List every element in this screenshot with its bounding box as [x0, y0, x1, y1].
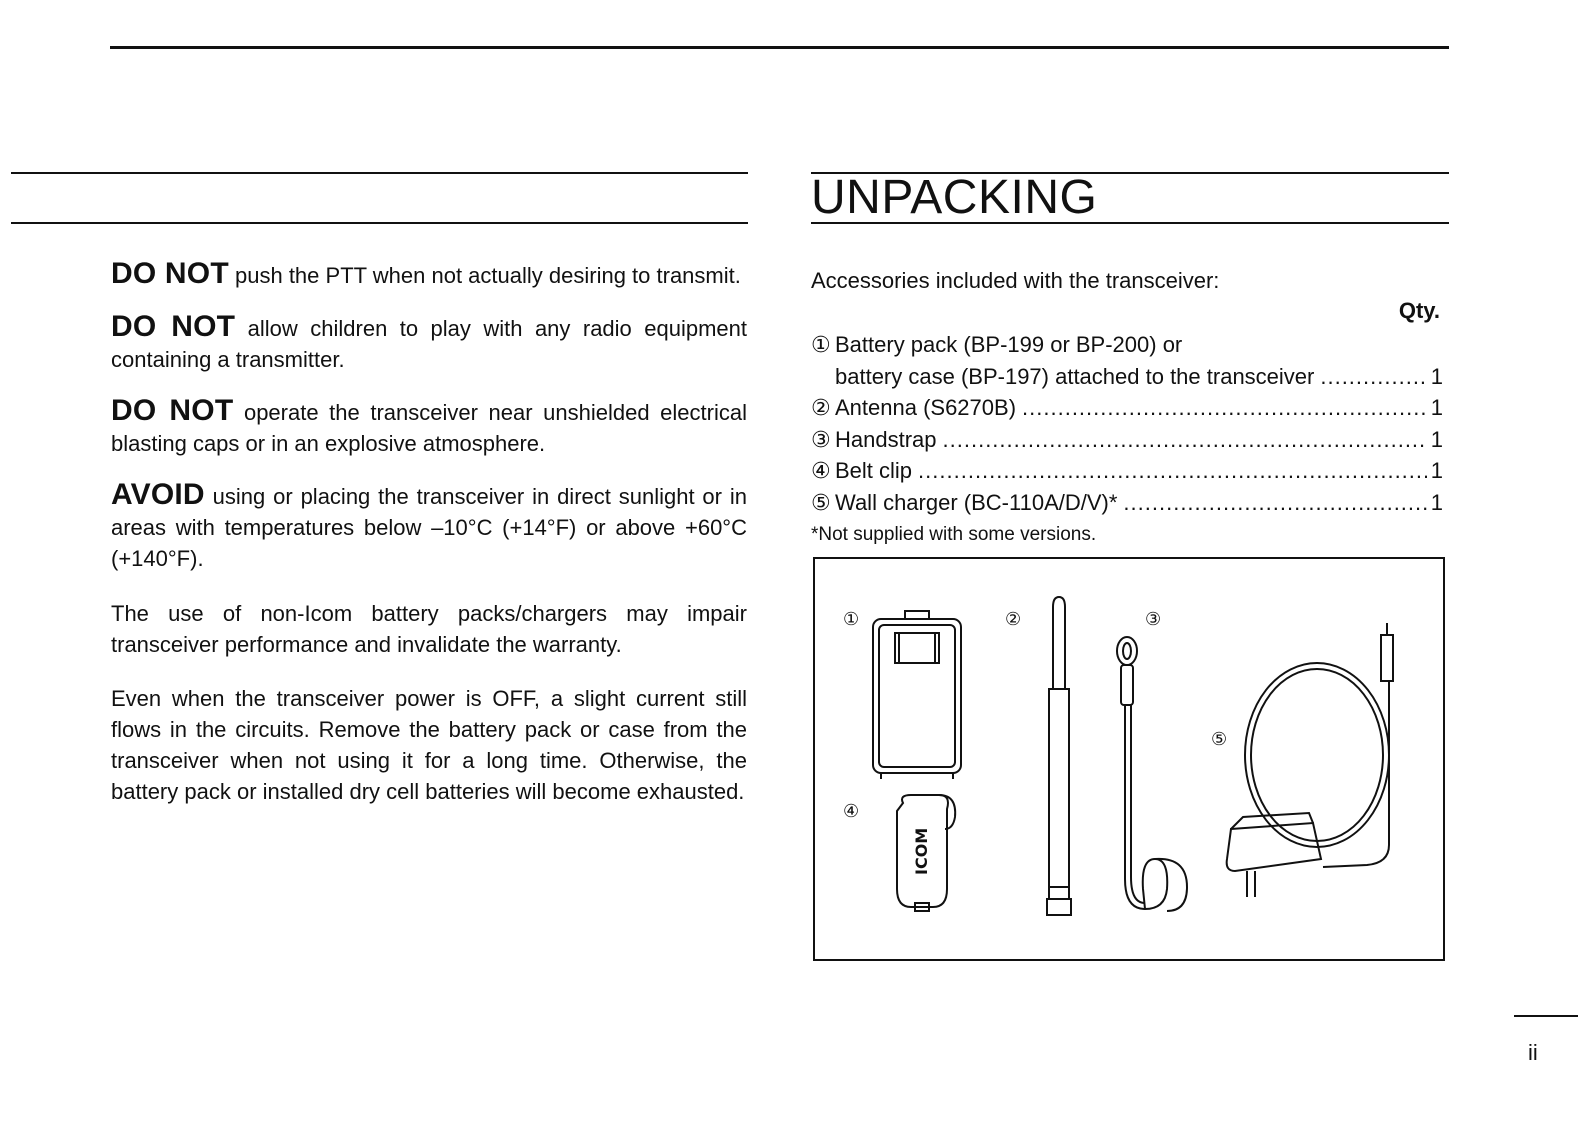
precaution-text: allow children to play with any radio equipment containing a transmitter. [111, 316, 747, 372]
list-item [811, 329, 1443, 361]
list-item [811, 424, 1443, 456]
item-number: ① [811, 332, 831, 357]
wall-charger-icon [1227, 623, 1393, 897]
precaution-paragraph [111, 479, 747, 574]
item-number: ② [811, 395, 831, 420]
left-header-rule-bottom [11, 222, 748, 224]
page-number-rule [1514, 1015, 1578, 1017]
figure-label: ⑤ [1211, 729, 1228, 750]
item-qty: 1 [1430, 395, 1443, 420]
item-name: Belt clip [835, 458, 913, 483]
precaution-keyword: DO NOT [111, 310, 236, 343]
item-qty: 1 [1430, 458, 1443, 483]
qty-heading: Qty. [1398, 298, 1440, 323]
item-name: battery case (BP-197) attached to the transceiver [835, 363, 1315, 389]
left-header-rule-top [11, 172, 748, 174]
list-item [811, 487, 1443, 519]
precaution-keyword: AVOID [111, 478, 205, 511]
leader-dots [918, 455, 1427, 487]
item-qty: 1 [1430, 363, 1443, 389]
figure-label: ④ [843, 801, 860, 822]
item-number: ⑤ [811, 489, 831, 515]
item-name: Handstrap [835, 426, 937, 452]
leader-dots [1123, 487, 1426, 519]
battery-warranty-note: The use of non-Icom battery packs/chargers may impair transceiver performance and invalidate the warranty. [111, 601, 747, 657]
handstrap-icon [1117, 637, 1187, 911]
accessories-figure [813, 557, 1445, 961]
precaution-text: push the PTT when not actually desiring to transmit. [235, 263, 741, 288]
leader-dots [943, 424, 1427, 456]
footnote: *Not supplied with some versions. [811, 524, 1097, 545]
power-off-current-note: Even when the transceiver power is OFF, a slight current still flows in the circuits. Remove the battery pack or case from the transceiver when not using it for a long time. Otherwise, the battery pack or installed dry cell batteries will become exhausted. [111, 686, 747, 804]
figure-label: ① [843, 609, 860, 630]
item-number: ④ [811, 458, 831, 483]
clip-brand-label: ICOM [912, 827, 931, 875]
item-name: Wall charger (BC-110A/D/V)* [835, 489, 1118, 515]
precaution-text: using or placing the transceiver in direct sunlight or in areas with temperatures below –10°C (+14°F) or above +60°C (+140°F). [111, 484, 747, 571]
figure-label: ③ [1145, 609, 1162, 630]
item-name: Battery pack (BP-199 or BP-200) or [835, 332, 1183, 357]
precaution-keyword: DO NOT [111, 257, 229, 290]
item-number: ③ [811, 426, 831, 452]
leader-dots [1022, 392, 1427, 424]
page-number: ii [1528, 1040, 1538, 1065]
item-name: Antenna (S6270B) [835, 395, 1017, 420]
figure-label: ② [1005, 609, 1022, 630]
precaution-text: operate the transceiver near unshielded electrical blasting caps or in an explosive atmosphere. [111, 400, 747, 456]
battery-pack-icon [873, 611, 961, 779]
item-qty: 1 [1430, 426, 1443, 452]
accessories-illustration [815, 559, 1443, 959]
top-rule [110, 46, 1449, 49]
precaution-paragraph [111, 258, 747, 291]
item-qty: 1 [1430, 489, 1443, 515]
precautions-column [111, 258, 747, 830]
leader-dots [1320, 361, 1426, 393]
belt-clip-icon [897, 795, 955, 911]
accessory-list [811, 329, 1443, 518]
precaution-paragraph [111, 395, 747, 459]
section-title: UNPACKING [811, 171, 1098, 224]
accessories-intro: Accessories included with the transceiver: [811, 268, 1220, 293]
list-item [811, 455, 1443, 487]
precaution-keyword: DO NOT [111, 394, 234, 427]
antenna-icon [1047, 597, 1071, 915]
list-item [811, 392, 1443, 424]
precaution-paragraph [111, 311, 747, 375]
list-item [811, 361, 1443, 393]
